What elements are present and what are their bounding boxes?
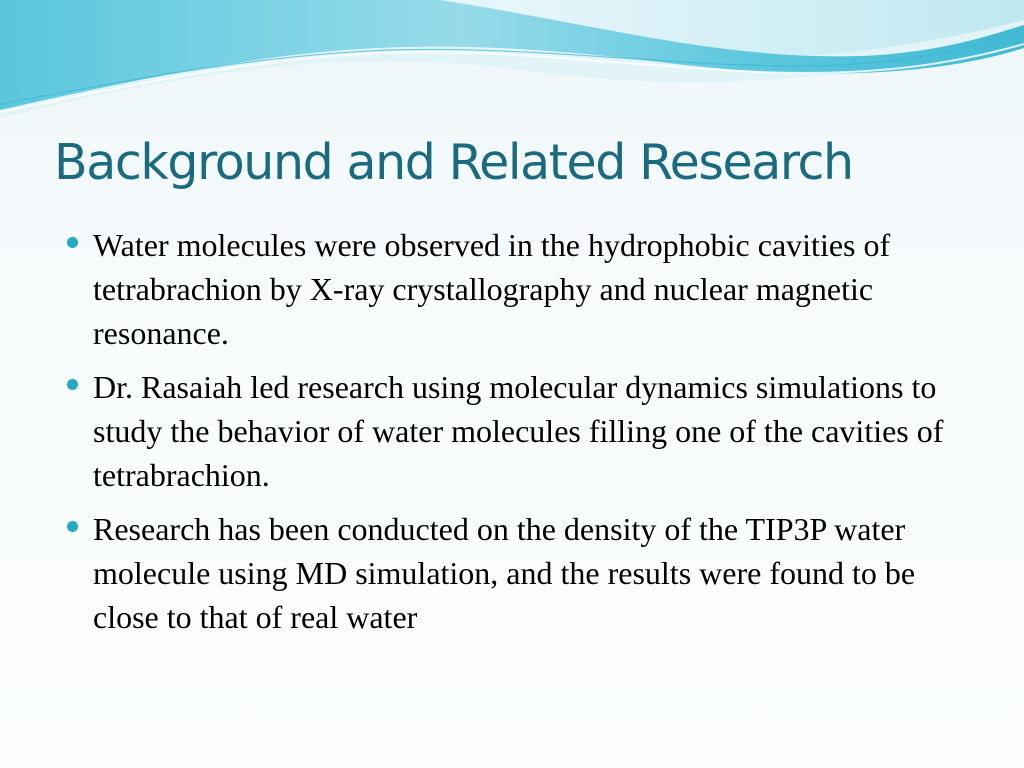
bullet-dot-icon bbox=[67, 237, 78, 248]
bullet-text: Research has been conducted on the density of the TIP3P water molecule using MD simulation, and the results were found to be close to that of real water bbox=[93, 511, 916, 635]
header-wave-decoration bbox=[0, 0, 1024, 130]
bullet-dot-icon bbox=[67, 379, 78, 390]
bullet-item bbox=[66, 365, 966, 497]
bullet-text: Dr. Rasaiah led research using molecular dynamics simulations to study the behavior of water molecules filling one of the cavities of tetrabrachion. bbox=[93, 369, 944, 493]
bullet-item bbox=[66, 507, 966, 639]
bullet-text: Water molecules were observed in the hydrophobic cavities of tetrabrachion by X-ray crystallography and nuclear magnetic resonance. bbox=[93, 227, 891, 351]
bullet-list bbox=[66, 223, 966, 649]
slide-title: Background and Related Research bbox=[54, 134, 853, 191]
bullet-item bbox=[66, 223, 966, 355]
bullet-dot-icon bbox=[67, 521, 78, 532]
